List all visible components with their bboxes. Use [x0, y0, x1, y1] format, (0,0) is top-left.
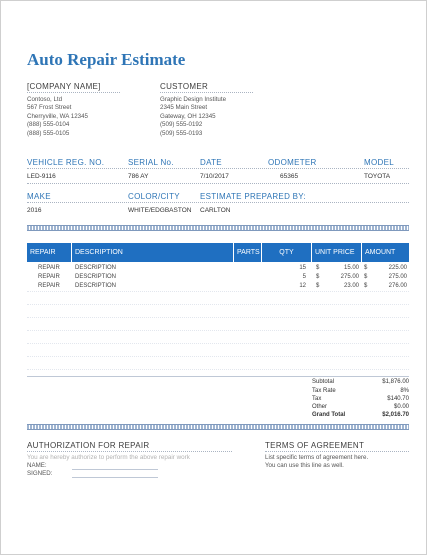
- tax-value: $140.70: [387, 396, 409, 402]
- model-value: TOYOTA: [364, 173, 391, 180]
- customer-underline: [160, 92, 253, 93]
- unit-price-cell: 15.00: [343, 265, 359, 271]
- repair-table-header: [27, 243, 409, 262]
- parts-cell: [234, 264, 262, 273]
- other-row: [312, 404, 409, 410]
- subtotal-value: $1,876.00: [382, 379, 409, 385]
- currency-cell: $: [316, 283, 320, 289]
- prepared-by-value: CARLTON: [200, 207, 231, 214]
- authorization-underline: [27, 451, 232, 452]
- repair-cell: REPAIR: [38, 283, 60, 289]
- currency-cell: $: [316, 274, 320, 280]
- vehicle-row-line: [27, 183, 409, 184]
- table-bottom-line: [27, 376, 409, 377]
- serial-value: 786 AY: [128, 173, 149, 180]
- date-label: DATE: [200, 158, 222, 167]
- tax-rate-row: [312, 388, 409, 394]
- table-row-rule: [27, 304, 409, 305]
- table-row: [27, 264, 409, 273]
- qty-cell: 12: [299, 283, 306, 289]
- table-row-rule: [27, 317, 409, 318]
- vehicle-reg-label: VEHICLE REG. NO.: [27, 158, 105, 167]
- repair-cell: REPAIR: [38, 265, 60, 271]
- grand-total-label: Grand Total: [312, 412, 346, 418]
- customer-line: Graphic Design Institute: [160, 96, 227, 103]
- tax-rate-value: 8%: [400, 388, 409, 394]
- tax-label: Tax: [312, 396, 322, 402]
- terms-underline: [265, 451, 409, 452]
- company-address: [27, 96, 88, 138]
- repair-cell: REPAIR: [38, 274, 60, 280]
- parts-cell: [234, 282, 262, 291]
- company-line: Contoso, Ltd: [27, 96, 63, 103]
- grand-total-value: $2,016.70: [382, 412, 409, 418]
- col-qty: QTY: [262, 243, 312, 262]
- authorization-header: AUTHORIZATION FOR REPAIR: [27, 441, 150, 450]
- customer-line: Gateway, OH 12345: [160, 112, 216, 120]
- date-value: 7/10/2017: [200, 173, 229, 180]
- customer-line: (509) 555-0192: [160, 121, 203, 129]
- table-row: [27, 282, 409, 291]
- qty-cell: 15: [299, 265, 306, 271]
- col-parts: PARTS: [234, 243, 262, 262]
- customer-header: CUSTOMER: [160, 82, 209, 91]
- col-unit-price: UNIT PRICE: [312, 243, 362, 262]
- color-city-value: WHITE/EDGBASTON: [128, 207, 192, 214]
- section-divider: [27, 424, 409, 430]
- company-line: (888) 555-0104: [27, 121, 70, 129]
- col-amount: AMOUNT: [365, 249, 396, 256]
- description-cell: DESCRIPTION: [75, 283, 117, 289]
- tax-rate-label: Tax Rate: [312, 388, 336, 394]
- section-divider: [27, 225, 409, 231]
- grand-total-row: [312, 412, 409, 418]
- name-field[interactable]: [72, 469, 158, 470]
- amount-cell: 276.00: [388, 283, 407, 289]
- signed-label: SIGNED:: [27, 470, 53, 477]
- company-line: (888) 555-0105: [27, 129, 70, 137]
- currency-cell: $: [364, 265, 368, 271]
- signed-field[interactable]: [72, 477, 158, 478]
- terms-line-1: List specific terms of agreement here.: [265, 454, 369, 461]
- company-line: Cherryville, WA 12345: [27, 112, 88, 120]
- table-row-rule: [27, 356, 409, 357]
- table-row-rule: [27, 343, 409, 344]
- currency-cell: $: [364, 283, 368, 289]
- customer-address: [160, 96, 226, 138]
- make-header-line: [27, 202, 409, 203]
- terms-line-2: You can use this line as well.: [265, 462, 344, 469]
- parts-cell: [234, 273, 262, 282]
- make-value: 2016: [27, 207, 42, 214]
- tax-row: [312, 396, 409, 402]
- currency-cell: $: [316, 265, 320, 271]
- col-description: DESCRIPTION: [72, 243, 234, 262]
- unit-price-cell: 275.00: [340, 274, 359, 280]
- description-cell: DESCRIPTION: [75, 265, 117, 271]
- vehicle-reg-value: LED-9116: [27, 173, 56, 180]
- serial-label: SERIAL No.: [128, 158, 174, 167]
- customer-line: (509) 555-0193: [160, 129, 203, 137]
- table-row: [27, 273, 409, 282]
- amount-cell: 225.00: [388, 265, 407, 271]
- qty-cell: 5: [302, 274, 306, 280]
- subtotal-row: [312, 379, 409, 385]
- odometer-label: ODOMETER: [268, 158, 317, 167]
- unit-price-cell: 23.00: [343, 283, 359, 289]
- table-row-rule: [27, 369, 409, 370]
- customer-line: 2345 Main Street: [160, 104, 208, 112]
- currency-cell: $: [364, 274, 368, 280]
- prepared-by-label: ESTIMATE PREPARED BY:: [200, 192, 307, 201]
- model-label: MODEL: [364, 158, 394, 167]
- subtotal-label: Subtotal: [312, 379, 335, 385]
- color-city-label: COLOR/CITY: [128, 192, 180, 201]
- description-cell: DESCRIPTION: [75, 274, 117, 280]
- name-label: NAME:: [27, 462, 47, 469]
- vehicle-header-line: [27, 168, 409, 169]
- table-row-rule: [27, 291, 409, 292]
- terms-header: TERMS OF AGREEMENT: [265, 441, 365, 450]
- amount-cell: 275.00: [388, 274, 407, 280]
- company-underline: [27, 92, 120, 93]
- document-title: Auto Repair Estimate: [27, 50, 186, 69]
- authorization-text: You are hereby authorize to perform the above repair work: [27, 454, 190, 461]
- table-row-rule: [27, 330, 409, 331]
- col-repair: REPAIR: [27, 243, 72, 262]
- other-value: $0.00: [393, 404, 409, 410]
- company-name-header: [COMPANY NAME]: [27, 82, 101, 91]
- odometer-value: 65365: [280, 173, 299, 180]
- make-label: MAKE: [27, 192, 51, 201]
- other-label: Other: [312, 404, 328, 410]
- company-line: 567 Frost Street: [27, 104, 72, 112]
